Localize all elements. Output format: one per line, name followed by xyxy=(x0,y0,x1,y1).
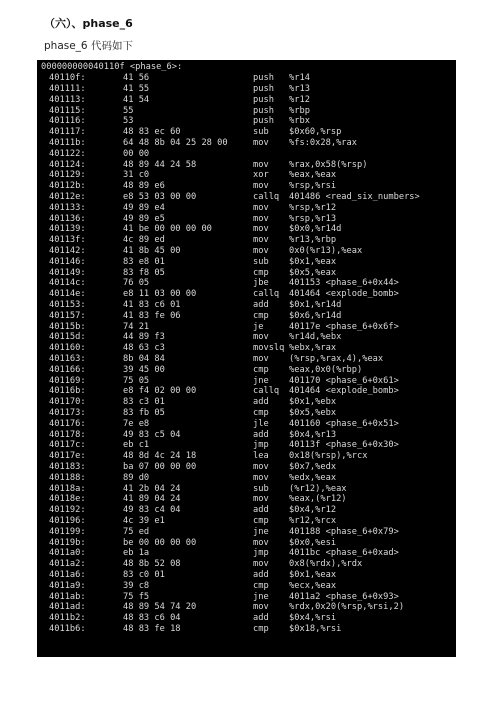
row-addr: 401136: xyxy=(49,213,86,224)
row-bytes: 41 2b 04 24 xyxy=(123,483,181,494)
row-ops: $0x5,%ebx xyxy=(289,408,337,418)
row-bytes: 48 8b 52 08 xyxy=(123,559,181,570)
row-ops: %ebx,%rax xyxy=(289,343,337,354)
row-bytes: 41 56 xyxy=(123,73,150,84)
row-bytes: 48 89 e6 xyxy=(123,181,165,192)
row-bytes: ba 07 00 00 00 xyxy=(123,462,197,472)
row-ops: 4011a2 <phase_6+0x93> xyxy=(289,591,399,602)
row-ops: %rdx,0x20(%rsp,%rsi,2) xyxy=(289,602,405,613)
row-ops: 401188 <phase_6+0x79> xyxy=(289,526,399,537)
disassembly-row xyxy=(37,624,456,635)
row-addr: 401178: xyxy=(49,429,86,440)
row-bytes: e8 f4 02 00 00 xyxy=(123,386,197,397)
disassembly-row xyxy=(37,354,456,365)
row-bytes: 8b 04 84 xyxy=(123,354,165,364)
row-bytes: 83 c0 01 xyxy=(123,570,165,580)
row-addr: 401146: xyxy=(49,256,86,267)
row-addr: 4011a0: xyxy=(49,548,86,559)
disassembly-row xyxy=(37,214,456,225)
row-bytes: 83 f8 05 xyxy=(123,267,165,278)
disassembly-row xyxy=(37,581,456,592)
row-ops: 401464 <explode_bomb> xyxy=(289,386,399,397)
row-bytes: 4c 89 ed xyxy=(123,235,165,246)
row-mnem: add xyxy=(253,570,269,580)
row-bytes: 64 48 8b 04 25 28 00 xyxy=(123,138,228,148)
function-label: 000000000040110f <phase_6>: xyxy=(41,62,183,72)
row-addr: 401142: xyxy=(49,246,86,256)
row-bytes: 49 89 e5 xyxy=(123,213,165,224)
disassembly-row xyxy=(37,235,456,246)
row-addr: 401149: xyxy=(49,267,86,278)
row-mnem: movslq xyxy=(253,343,285,354)
row-ops: 4011bc <phase_6+0xad> xyxy=(289,548,399,559)
row-mnem: add xyxy=(253,505,269,516)
row-addr: 401192: xyxy=(49,505,86,516)
disassembly-row xyxy=(37,170,456,181)
disassembly-row xyxy=(37,127,456,138)
disassembly-row xyxy=(37,408,456,419)
row-addr: 40116b: xyxy=(49,386,86,397)
row-mnem: jbe xyxy=(253,278,269,289)
row-mnem: jle xyxy=(253,418,269,429)
row-addr: 4011a6: xyxy=(49,570,86,580)
row-ops: $0x18,%rsi xyxy=(289,624,342,634)
disassembly-row xyxy=(37,548,456,559)
disassembly-row xyxy=(37,138,456,149)
row-addr: 40118a: xyxy=(49,483,86,494)
row-addr: 40115d: xyxy=(49,332,86,343)
row-ops: $0x6,%r14d xyxy=(289,310,342,321)
row-ops: (%r12),%eax xyxy=(289,483,347,494)
row-addr: 401115: xyxy=(49,105,86,116)
row-bytes: 41 55 xyxy=(123,84,150,94)
row-bytes: 89 d0 xyxy=(123,472,150,483)
row-addr: 401196: xyxy=(49,516,86,526)
row-addr: 40111b: xyxy=(49,138,86,148)
row-bytes: 49 83 c4 04 xyxy=(123,505,181,516)
row-ops: %r14d,%ebx xyxy=(289,332,342,343)
row-ops: %ecx,%eax xyxy=(289,580,337,591)
row-bytes: 00 00 xyxy=(123,148,150,159)
row-ops: 401170 <phase_6+0x61> xyxy=(289,375,399,386)
row-bytes: 41 83 c6 01 xyxy=(123,300,181,310)
row-mnem: callq xyxy=(253,386,280,397)
row-ops: %rsp,%r12 xyxy=(289,202,337,213)
row-mnem: xor xyxy=(253,170,269,181)
row-mnem: lea xyxy=(253,451,269,462)
row-addr: 40115b: xyxy=(49,321,86,332)
row-mnem: cmp xyxy=(253,310,269,321)
row-mnem: mov xyxy=(253,494,269,505)
disassembly-row xyxy=(37,343,456,354)
row-addr: 40117c: xyxy=(49,440,86,451)
disassembly-row xyxy=(37,440,456,451)
row-bytes: 39 c8 xyxy=(123,580,150,591)
row-addr: 4011b6: xyxy=(49,624,86,634)
disassembly-row xyxy=(37,311,456,322)
row-addr: 4011a2: xyxy=(49,559,86,570)
row-bytes: 48 83 c6 04 xyxy=(123,613,181,624)
disassembly-row xyxy=(37,116,456,127)
row-addr: 40119b: xyxy=(49,537,86,548)
row-ops: %r12 xyxy=(289,94,310,105)
row-bytes: 76 05 xyxy=(123,278,150,289)
row-addr: 401173: xyxy=(49,408,86,418)
row-ops: %rax,0x58(%rsp) xyxy=(289,159,368,170)
row-addr: 40117e: xyxy=(49,451,86,462)
row-mnem: mov xyxy=(253,235,269,246)
row-addr: 401170: xyxy=(49,397,86,408)
row-addr: 401139: xyxy=(49,224,86,235)
row-mnem: add xyxy=(253,300,269,310)
row-mnem: jmp xyxy=(253,548,269,559)
section-subheading: phase_6 代码如下 xyxy=(44,40,133,52)
row-ops: %edx,%eax xyxy=(289,472,337,483)
row-addr: 40110f: xyxy=(49,73,86,84)
disassembly-row xyxy=(37,95,456,106)
row-ops: $0x0,%esi xyxy=(289,537,337,548)
row-ops: 40117e <phase_6+0x6f> xyxy=(289,321,399,332)
row-bytes: 55 xyxy=(123,105,134,116)
row-bytes: 74 21 xyxy=(123,321,150,332)
row-ops: %r12,%rcx xyxy=(289,516,337,526)
row-mnem: callq xyxy=(253,289,280,300)
disassembly-row xyxy=(37,203,456,214)
row-mnem: sub xyxy=(253,256,269,267)
row-ops: %rbx xyxy=(289,116,310,127)
row-addr: 4011ab: xyxy=(49,591,86,602)
row-mnem: mov xyxy=(253,202,269,213)
row-ops: 401486 <read_six_numbers> xyxy=(289,192,420,202)
row-mnem: mov xyxy=(253,537,269,548)
row-ops: 0x0(%r13),%eax xyxy=(289,246,363,256)
disassembly-row xyxy=(37,451,456,462)
row-mnem: je xyxy=(253,321,264,332)
row-ops: $0x4,%rsi xyxy=(289,613,337,624)
disassembly-row xyxy=(37,613,456,624)
row-ops: %r13,%rbp xyxy=(289,235,337,246)
disassembly-row xyxy=(37,257,456,268)
disassembly-row xyxy=(37,289,456,300)
row-addr: 401113: xyxy=(49,94,86,105)
row-addr: 4011a9: xyxy=(49,580,86,591)
row-addr: 401111: xyxy=(49,84,86,94)
row-bytes: 41 89 04 24 xyxy=(123,494,181,505)
row-ops: 0x18(%rsp),%rcx xyxy=(289,451,368,462)
row-mnem: add xyxy=(253,429,269,440)
disassembly-row xyxy=(37,484,456,495)
row-addr: 401133: xyxy=(49,202,86,213)
row-mnem: add xyxy=(253,397,269,408)
disassembly-row xyxy=(37,592,456,603)
row-mnem: add xyxy=(253,613,269,624)
row-bytes: 41 8b 45 00 xyxy=(123,246,181,256)
row-mnem: push xyxy=(253,73,274,84)
row-ops: 401153 <phase_6+0x44> xyxy=(289,278,399,289)
row-ops: 0x8(%rdx),%rdx xyxy=(289,559,363,570)
row-ops: %r13 xyxy=(289,84,310,94)
disassembly-row xyxy=(37,538,456,549)
row-addr: 40118e: xyxy=(49,494,86,505)
row-bytes: 48 89 44 24 58 xyxy=(123,159,197,170)
row-bytes: 4c 39 e1 xyxy=(123,516,165,526)
row-ops: 401464 <explode_bomb> xyxy=(289,289,399,300)
disassembly-row xyxy=(37,268,456,279)
row-bytes: 83 e8 01 xyxy=(123,256,165,267)
row-bytes: e8 11 03 00 00 xyxy=(123,289,197,300)
row-mnem: push xyxy=(253,94,274,105)
row-mnem: push xyxy=(253,105,274,116)
row-mnem: cmp xyxy=(253,267,269,278)
row-mnem: mov xyxy=(253,602,269,613)
disassembly-row xyxy=(37,462,456,473)
row-bytes: eb c1 xyxy=(123,440,150,451)
disassembly-row xyxy=(37,494,456,505)
row-mnem: sub xyxy=(253,483,269,494)
row-addr: 401169: xyxy=(49,375,86,386)
row-addr: 40112e: xyxy=(49,192,86,202)
row-bytes: 7e e8 xyxy=(123,418,150,429)
disassembly-row xyxy=(37,106,456,117)
row-mnem: cmp xyxy=(253,580,269,591)
row-mnem: mov xyxy=(253,354,269,364)
section-heading: （六）、phase_6 xyxy=(44,17,133,30)
row-ops: 401160 <phase_6+0x51> xyxy=(289,418,399,429)
row-mnem: mov xyxy=(253,181,269,192)
row-ops: %rbp xyxy=(289,105,310,116)
row-ops: (%rsp,%rax,4),%eax xyxy=(289,354,384,364)
disassembly-row xyxy=(37,419,456,430)
row-addr: 401122: xyxy=(49,148,86,159)
row-bytes: 83 fb 05 xyxy=(123,408,165,418)
row-ops: $0x1,%eax xyxy=(289,570,337,580)
disassembly-terminal xyxy=(37,60,456,657)
row-ops: $0x1,%ebx xyxy=(289,397,337,408)
row-addr: 401183: xyxy=(49,462,86,472)
row-addr: 40113f: xyxy=(49,235,86,246)
row-addr: 4011ad: xyxy=(49,602,86,613)
row-bytes: 48 89 54 74 20 xyxy=(123,602,197,613)
row-addr: 401199: xyxy=(49,526,86,537)
row-addr: 40112b: xyxy=(49,181,86,192)
row-addr: 401116: xyxy=(49,116,86,127)
row-addr: 401124: xyxy=(49,159,86,170)
disassembly-row xyxy=(37,73,456,84)
row-ops: $0x4,%r13 xyxy=(289,429,337,440)
row-mnem: mov xyxy=(253,246,269,256)
row-bytes: 48 63 c3 xyxy=(123,343,165,354)
disassembly-row xyxy=(37,149,456,160)
disassembly-row xyxy=(37,365,456,376)
row-mnem: mov xyxy=(253,224,269,235)
row-bytes: 75 ed xyxy=(123,526,150,537)
row-ops: $0x7,%edx xyxy=(289,462,337,472)
row-ops: $0x1,%eax xyxy=(289,256,337,267)
row-ops: 40113f <phase_6+0x30> xyxy=(289,440,399,451)
row-mnem: jne xyxy=(253,375,269,386)
disassembly-row xyxy=(37,192,456,203)
row-bytes: 75 05 xyxy=(123,375,150,386)
row-addr: 401166: xyxy=(49,364,86,375)
row-bytes: 41 be 00 00 00 00 xyxy=(123,224,212,235)
row-addr: 401163: xyxy=(49,354,86,364)
disassembly-row xyxy=(37,278,456,289)
row-bytes: 41 83 fe 06 xyxy=(123,310,181,321)
row-mnem: sub xyxy=(253,127,269,138)
row-bytes: 39 45 00 xyxy=(123,364,165,375)
row-ops: $0x60,%rsp xyxy=(289,127,342,138)
row-ops: $0x0,%r14d xyxy=(289,224,342,235)
row-mnem: cmp xyxy=(253,624,269,634)
row-bytes: 75 f5 xyxy=(123,591,150,602)
row-mnem: push xyxy=(253,84,274,94)
row-bytes: be 00 00 00 00 xyxy=(123,537,197,548)
disassembly-row xyxy=(37,570,456,581)
row-ops: %fs:0x28,%rax xyxy=(289,138,357,148)
disassembly-row xyxy=(37,473,456,484)
row-addr: 40114c: xyxy=(49,278,86,289)
row-addr: 401117: xyxy=(49,127,86,138)
disassembly-row xyxy=(37,332,456,343)
row-ops: %eax,(%r12) xyxy=(289,494,347,505)
disassembly-row xyxy=(37,505,456,516)
row-mnem: cmp xyxy=(253,408,269,418)
disassembly-row xyxy=(37,376,456,387)
disassembly-row xyxy=(37,602,456,613)
row-bytes: eb 1a xyxy=(123,548,150,559)
disassembly-row xyxy=(37,181,456,192)
row-mnem: mov xyxy=(253,159,269,170)
row-ops: %eax,%eax xyxy=(289,170,337,181)
disassembly-row xyxy=(37,84,456,95)
row-mnem: mov xyxy=(253,462,269,472)
row-ops: $0x4,%r12 xyxy=(289,505,337,516)
disassembly-row xyxy=(37,559,456,570)
row-bytes: 49 89 e4 xyxy=(123,202,165,213)
row-mnem: jne xyxy=(253,526,269,537)
row-addr: 401188: xyxy=(49,472,86,483)
row-addr: 401153: xyxy=(49,300,86,310)
row-ops: $0x1,%r14d xyxy=(289,300,342,310)
row-addr: 40114e: xyxy=(49,289,86,300)
row-ops: %r14 xyxy=(289,73,310,84)
row-mnem: jne xyxy=(253,591,269,602)
row-mnem: cmp xyxy=(253,364,269,375)
row-mnem: mov xyxy=(253,332,269,343)
row-bytes: 48 83 ec 60 xyxy=(123,127,181,138)
row-bytes: 49 83 c5 04 xyxy=(123,429,181,440)
row-bytes: 31 c0 xyxy=(123,170,150,181)
row-bytes: 41 54 xyxy=(123,94,150,105)
disassembly-row xyxy=(37,246,456,257)
row-addr: 401157: xyxy=(49,310,86,321)
disassembly-row xyxy=(37,527,456,538)
row-addr: 401129: xyxy=(49,170,86,181)
row-addr: 401176: xyxy=(49,418,86,429)
disassembly-row xyxy=(37,300,456,311)
row-bytes: e8 53 03 00 00 xyxy=(123,192,197,202)
disassembly-row xyxy=(37,160,456,171)
row-bytes: 44 89 f3 xyxy=(123,332,165,343)
disassembly-row xyxy=(37,224,456,235)
row-addr: 4011b2: xyxy=(49,613,86,624)
disassembly-row xyxy=(37,322,456,333)
row-ops: %rsp,%rsi xyxy=(289,181,337,192)
disassembly-row xyxy=(37,397,456,408)
disassembly-row xyxy=(37,516,456,527)
row-ops: %eax,0x0(%rbp) xyxy=(289,364,363,375)
row-bytes: 48 83 fe 18 xyxy=(123,624,181,634)
row-bytes: 48 8d 4c 24 18 xyxy=(123,451,197,462)
row-mnem: mov xyxy=(253,213,269,224)
row-mnem: mov xyxy=(253,138,269,148)
row-bytes: 53 xyxy=(123,116,134,127)
row-mnem: cmp xyxy=(253,516,269,526)
row-ops: $0x5,%eax xyxy=(289,267,337,278)
disassembly-row xyxy=(37,430,456,441)
row-mnem: jmp xyxy=(253,440,269,451)
row-mnem: mov xyxy=(253,559,269,570)
row-addr: 401160: xyxy=(49,343,86,354)
row-ops: %rsp,%r13 xyxy=(289,213,337,224)
row-mnem: callq xyxy=(253,192,280,202)
row-bytes: 83 c3 01 xyxy=(123,397,165,408)
row-mnem: push xyxy=(253,116,274,127)
row-mnem: mov xyxy=(253,472,269,483)
disassembly-row xyxy=(37,386,456,397)
